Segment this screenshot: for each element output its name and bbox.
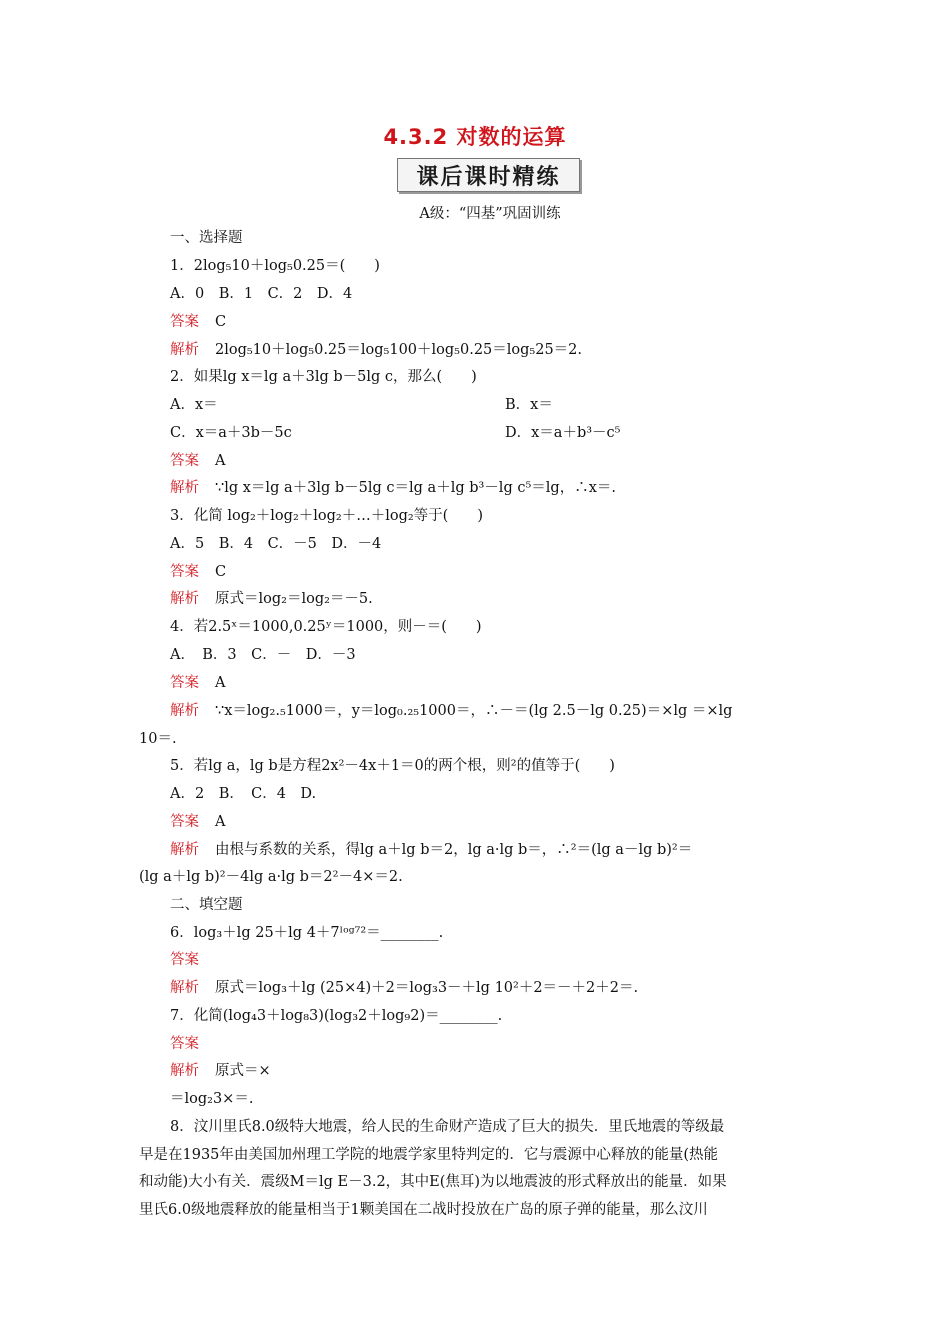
answer-label: 答案 [170,1036,199,1052]
option-2c: C．x＝a＋3b－5c [170,425,292,441]
options-4: A． B．3 C．－ D．－3 [170,647,356,663]
analysis-3: 解析 原式＝log₂＝log₂＝－5. [170,591,373,607]
answer-4: 答案 A [170,675,226,691]
section-heading: 一、选择题 [170,230,243,246]
options-5: A．2 B． C．4 D. [170,786,317,802]
analysis-4: 解析 ∵x＝log₂.₅1000＝，y＝log₀.₂₅1000＝，∴－＝(lg 2.5－lg 0.25)＝×lg ＝×lg [170,703,733,719]
question-8-line-3: 和动能)大小有关．震级M＝lg E－3.2，其中E(焦耳)为以地震波的形式释放出的能量．如果 [139,1174,727,1190]
option-2a: A．x＝ [170,397,218,413]
question-3: 3．化简 log₂＋log₂＋log₂＋…＋log₂等于( ) [170,508,483,524]
analysis-6: 解析 原式＝log₃＋lg (25×4)＋2＝log₃3－＋lg 10²＋2＝－＋2＋2＝. [170,980,639,996]
answer-5: 答案 A [170,814,226,830]
analysis-label: 解析 [170,480,199,496]
analysis-label: 解析 [170,980,199,996]
question-5: 5．若lg a，lg b是方程2x²－4x＋1＝0的两个根，则²的值等于( ) [170,758,615,774]
analysis-label: 解析 [170,342,199,358]
analysis-2: 解析 ∵lg x＝lg a＋3lg b－5lg c＝lg a＋lg b³－lg c⁵＝lg，∴x＝. [170,480,616,496]
question-2: 2．如果lg x＝lg a＋3lg b－5lg c，那么( ) [170,369,477,385]
question-4: 4．若2.5ˣ＝1000,0.25ʸ＝1000，则－＝( ) [170,619,482,635]
question-7: 7．化简(log₄3＋log₈3)(log₃2＋log₉2)＝________. [170,1008,503,1024]
answer-label: 答案 [170,314,199,330]
section-banner: 课后课时精练 [397,158,580,192]
analysis-label: 解析 [170,591,199,607]
level-heading: A级：“四基”巩固训练 [419,206,561,222]
option-2d: D．x＝a＋b³－c⁵ [505,425,621,441]
analysis-1: 解析 2log₅10＋log₅0.25＝log₅100＋log₅0.25＝log₅25＝2. [170,342,583,358]
option-2b: B．x＝ [505,397,553,413]
question-6: 6．log₃＋lg 25＋lg 4＋7ˡᵒᵍ⁷²＝________. [170,925,444,941]
analysis-label: 解析 [170,703,199,719]
question-1: 1．2log₅10＋log₅0.25＝( ) [170,258,380,274]
answer-6 [170,950,215,970]
question-8-line-4: 里氏6.0级地震释放的能量相当于1颗美国在二战时投放在广岛的原子弹的能量，那么汶川 [139,1202,708,1218]
analysis-4-cont: 10＝. [139,731,177,747]
analysis-5: 解析 由根与系数的关系，得lg a＋lg b＝2，lg a·lg b＝，∴²＝(lg a－lg b)²＝ [170,842,693,858]
answer-1: 答案 C [170,314,227,330]
options-3: A．5 B．4 C．－5 D．－4 [170,536,382,552]
answer-label: 答案 [170,952,199,968]
answer-label: 答案 [170,814,199,830]
question-8-line-2: 早是在1935年由美国加州理工学院的地震学家里特判定的．它与震源中心释放的能量(热能 [139,1147,719,1163]
analysis-7-cont: ＝log₂3×＝. [170,1091,254,1107]
answer-label: 答案 [170,564,199,580]
analysis-7: 解析 原式＝× [170,1063,271,1079]
analysis-5-cont: (lg a＋lg b)²－4lg a·lg b＝2²－4×＝2. [139,869,403,885]
answer-3: 答案 C [170,564,227,580]
question-8: 8．汶川里氏8.0级特大地震，给人民的生命财产造成了巨大的损失．里氏地震的等级最 [170,1119,725,1135]
answer-7 [170,1034,215,1054]
answer-2: 答案 A [170,453,226,469]
answer-label: 答案 [170,453,199,469]
section-heading-2: 二、填空题 [170,897,243,913]
options-1: A．0 B．1 C．2 D．4 [170,286,353,302]
page-title: 4.3.2 对数的运算 [383,125,567,149]
analysis-label: 解析 [170,842,199,858]
analysis-label: 解析 [170,1063,199,1079]
answer-label: 答案 [170,675,199,691]
